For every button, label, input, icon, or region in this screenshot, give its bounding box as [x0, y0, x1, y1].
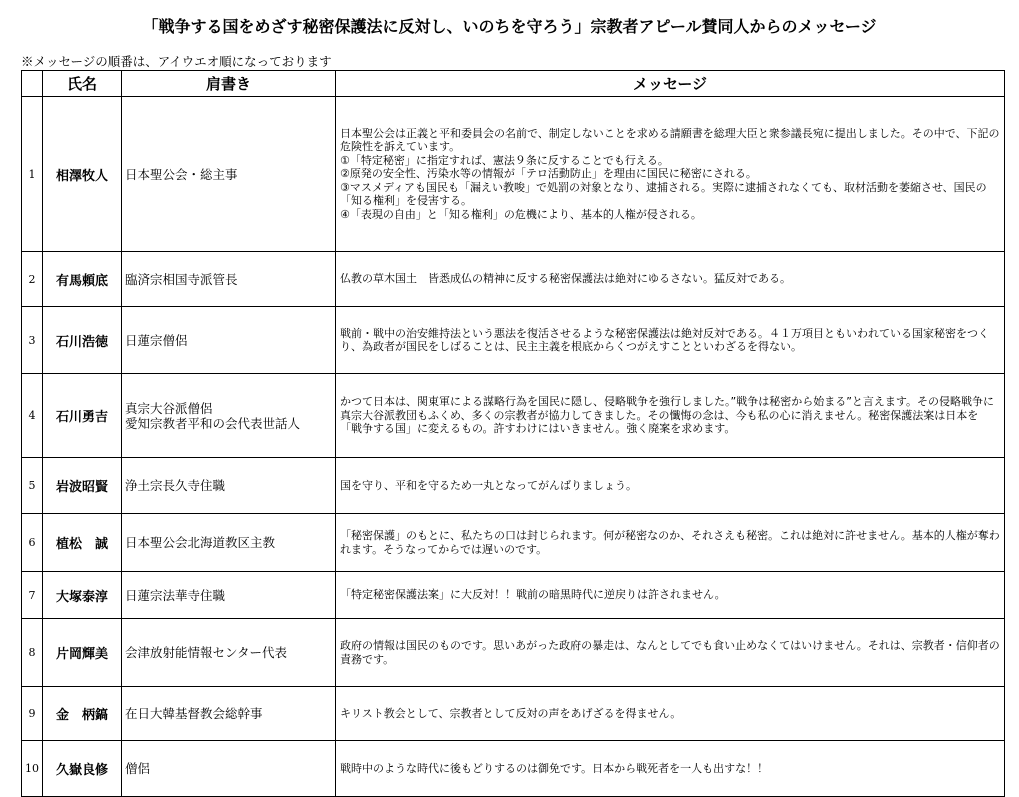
person-name: 久嶽良修	[43, 741, 122, 797]
person-position: 真宗大谷派僧侶 愛知宗教者平和の会代表世話人	[122, 374, 336, 458]
row-number: 9	[22, 687, 43, 741]
table-row	[22, 687, 1005, 741]
header-row	[22, 71, 1005, 97]
message-line: キリスト教会として、宗教者として反対の声をあげざるを得ません。	[340, 706, 682, 720]
person-name: 石川浩徳	[43, 307, 122, 374]
table-row	[22, 741, 1005, 797]
person-position: 僧侶	[122, 741, 336, 797]
table-row	[22, 572, 1005, 619]
person-position: 日本聖公会・総主事	[122, 97, 336, 252]
header-position: 肩書き	[122, 71, 336, 97]
header-name: 氏名	[43, 71, 122, 97]
person-name: 有馬頼底	[43, 252, 122, 307]
table-row	[22, 307, 1005, 374]
message-line: 仏教の草木国土 皆悉成仏の精神に反する秘密保護法は絶対にゆるさない。猛反対である。	[340, 272, 791, 286]
row-number: 3	[22, 307, 43, 374]
row-number: 6	[22, 514, 43, 572]
row-number: 1	[22, 97, 43, 252]
message-line: 「特定秘密保護法案」に大反対！！戦前の暗黒時代に逆戻りは許されません。	[340, 588, 726, 602]
page-title: 「戦争する国をめざす秘密保護法に反対し、いのちを守ろう」宗教者アピール賛同人からのメッセージ	[142, 17, 877, 36]
table-row	[22, 619, 1005, 687]
person-name: 植松 誠	[43, 514, 122, 572]
table-body	[22, 97, 1005, 797]
message-cell	[336, 514, 1005, 572]
person-position: 日本聖公会北海道教区主教	[122, 514, 336, 572]
message-line: 日本聖公会は正義と平和委員会の名前で、制定しないことを求める請願書を総理大臣と衆参議長宛に提出しました。その中で、下記の危険性を訴えています。	[340, 126, 1000, 154]
person-position: 日蓮宗法華寺住職	[122, 572, 336, 619]
message-line: ③マスメディアも国民も「漏えい教唆」で処罰の対象となり、逮捕される。実際に逮捕されなくても、取材活動を萎縮させ、国民の「知る権利」を侵害する。	[340, 180, 987, 208]
table-row	[22, 252, 1005, 307]
message-table	[21, 70, 1005, 797]
message-line: 国を守り、平和を守るため一丸となってがんばりましょう。	[340, 478, 637, 492]
message-cell	[336, 458, 1005, 514]
message-line: 戦時中のような時代に後もどりするのは御免です。日本から戦死者を一人も出すな！！	[340, 761, 769, 775]
person-position: 会津放射能情報センター代表	[122, 619, 336, 687]
person-position: 在日大韓基督教会総幹事	[122, 687, 336, 741]
person-position: 臨済宗相国寺派管長	[122, 252, 336, 307]
message-cell	[336, 374, 1005, 458]
message-line: 政府の情報は国民のものです。思いあがった政府の暴走は、なんとしてでも食い止めなくてはいけません。それは、宗教者・信仰者の責務です。	[340, 639, 1000, 666]
order-note: ※メッセージの順番は、アイウエオ順になっております	[21, 54, 332, 69]
table-row	[22, 514, 1005, 572]
person-position: 日蓮宗僧侶	[122, 307, 336, 374]
header-num	[22, 71, 43, 97]
person-name: 岩波昭賢	[43, 458, 122, 514]
message-line: ②原発の安全性、汚染水等の情報が「テロ活動防止」を理由に国民に秘密にされる。	[340, 167, 757, 181]
message-line: ①「特定秘密」に指定すれば、憲法９条に反することでも行える。	[340, 153, 669, 167]
row-number: 7	[22, 572, 43, 619]
table-row	[22, 97, 1005, 252]
row-number: 4	[22, 374, 43, 458]
message-cell	[336, 252, 1005, 307]
table-row	[22, 458, 1005, 514]
person-name: 片岡輝美	[43, 619, 122, 687]
row-number: 8	[22, 619, 43, 687]
message-cell	[336, 307, 1005, 374]
message-cell	[336, 687, 1005, 741]
row-number: 2	[22, 252, 43, 307]
header-message: メッセージ	[336, 71, 1005, 97]
message-line: 戦前・戦中の治安維持法という悪法を復活させるような秘密保護法は絶対反対である。４１万項目ともいわれている国家秘密をつくり、為政者が国民をしばることは、民主主義を根底からくつがえすことといわざるを得ない。	[340, 326, 989, 353]
message-line: かつて日本は、関東軍による謀略行為を国民に隠し、侵略戦争を強行しました。”戦争は秘密から始まる”と言えます。その侵略戦争に真宗大谷派教団もふくめ、多くの宗教者が協力してきました。その懺悔の念は、今も私の心に消えません。秘密保護法案は日本を「戦争する国」に変えるもの。許すわけにはいきません。強く廃案を求めます。	[340, 395, 995, 436]
message-line: 「秘密保護」のもとに、私たちの口は封じられます。何が秘密なのか、それさえも秘密。これは絶対に許せません。基本的人権が奪われます。そうなってからでは遅いのです。	[340, 529, 1000, 556]
message-cell	[336, 572, 1005, 619]
person-position: 浄土宗長久寺住職	[122, 458, 336, 514]
message-cell	[336, 741, 1005, 797]
person-name: 石川勇吉	[43, 374, 122, 458]
person-name: 大塚泰淳	[43, 572, 122, 619]
row-number: 10	[22, 741, 43, 797]
row-number: 5	[22, 458, 43, 514]
message-cell	[336, 619, 1005, 687]
table-row	[22, 374, 1005, 458]
message-line: ④「表現の自由」と「知る権利」の危機により、基本的人権が侵される。	[340, 207, 702, 221]
message-cell	[336, 97, 1005, 252]
person-name: 金 柄鎬	[43, 687, 122, 741]
person-name: 相澤牧人	[43, 97, 122, 252]
